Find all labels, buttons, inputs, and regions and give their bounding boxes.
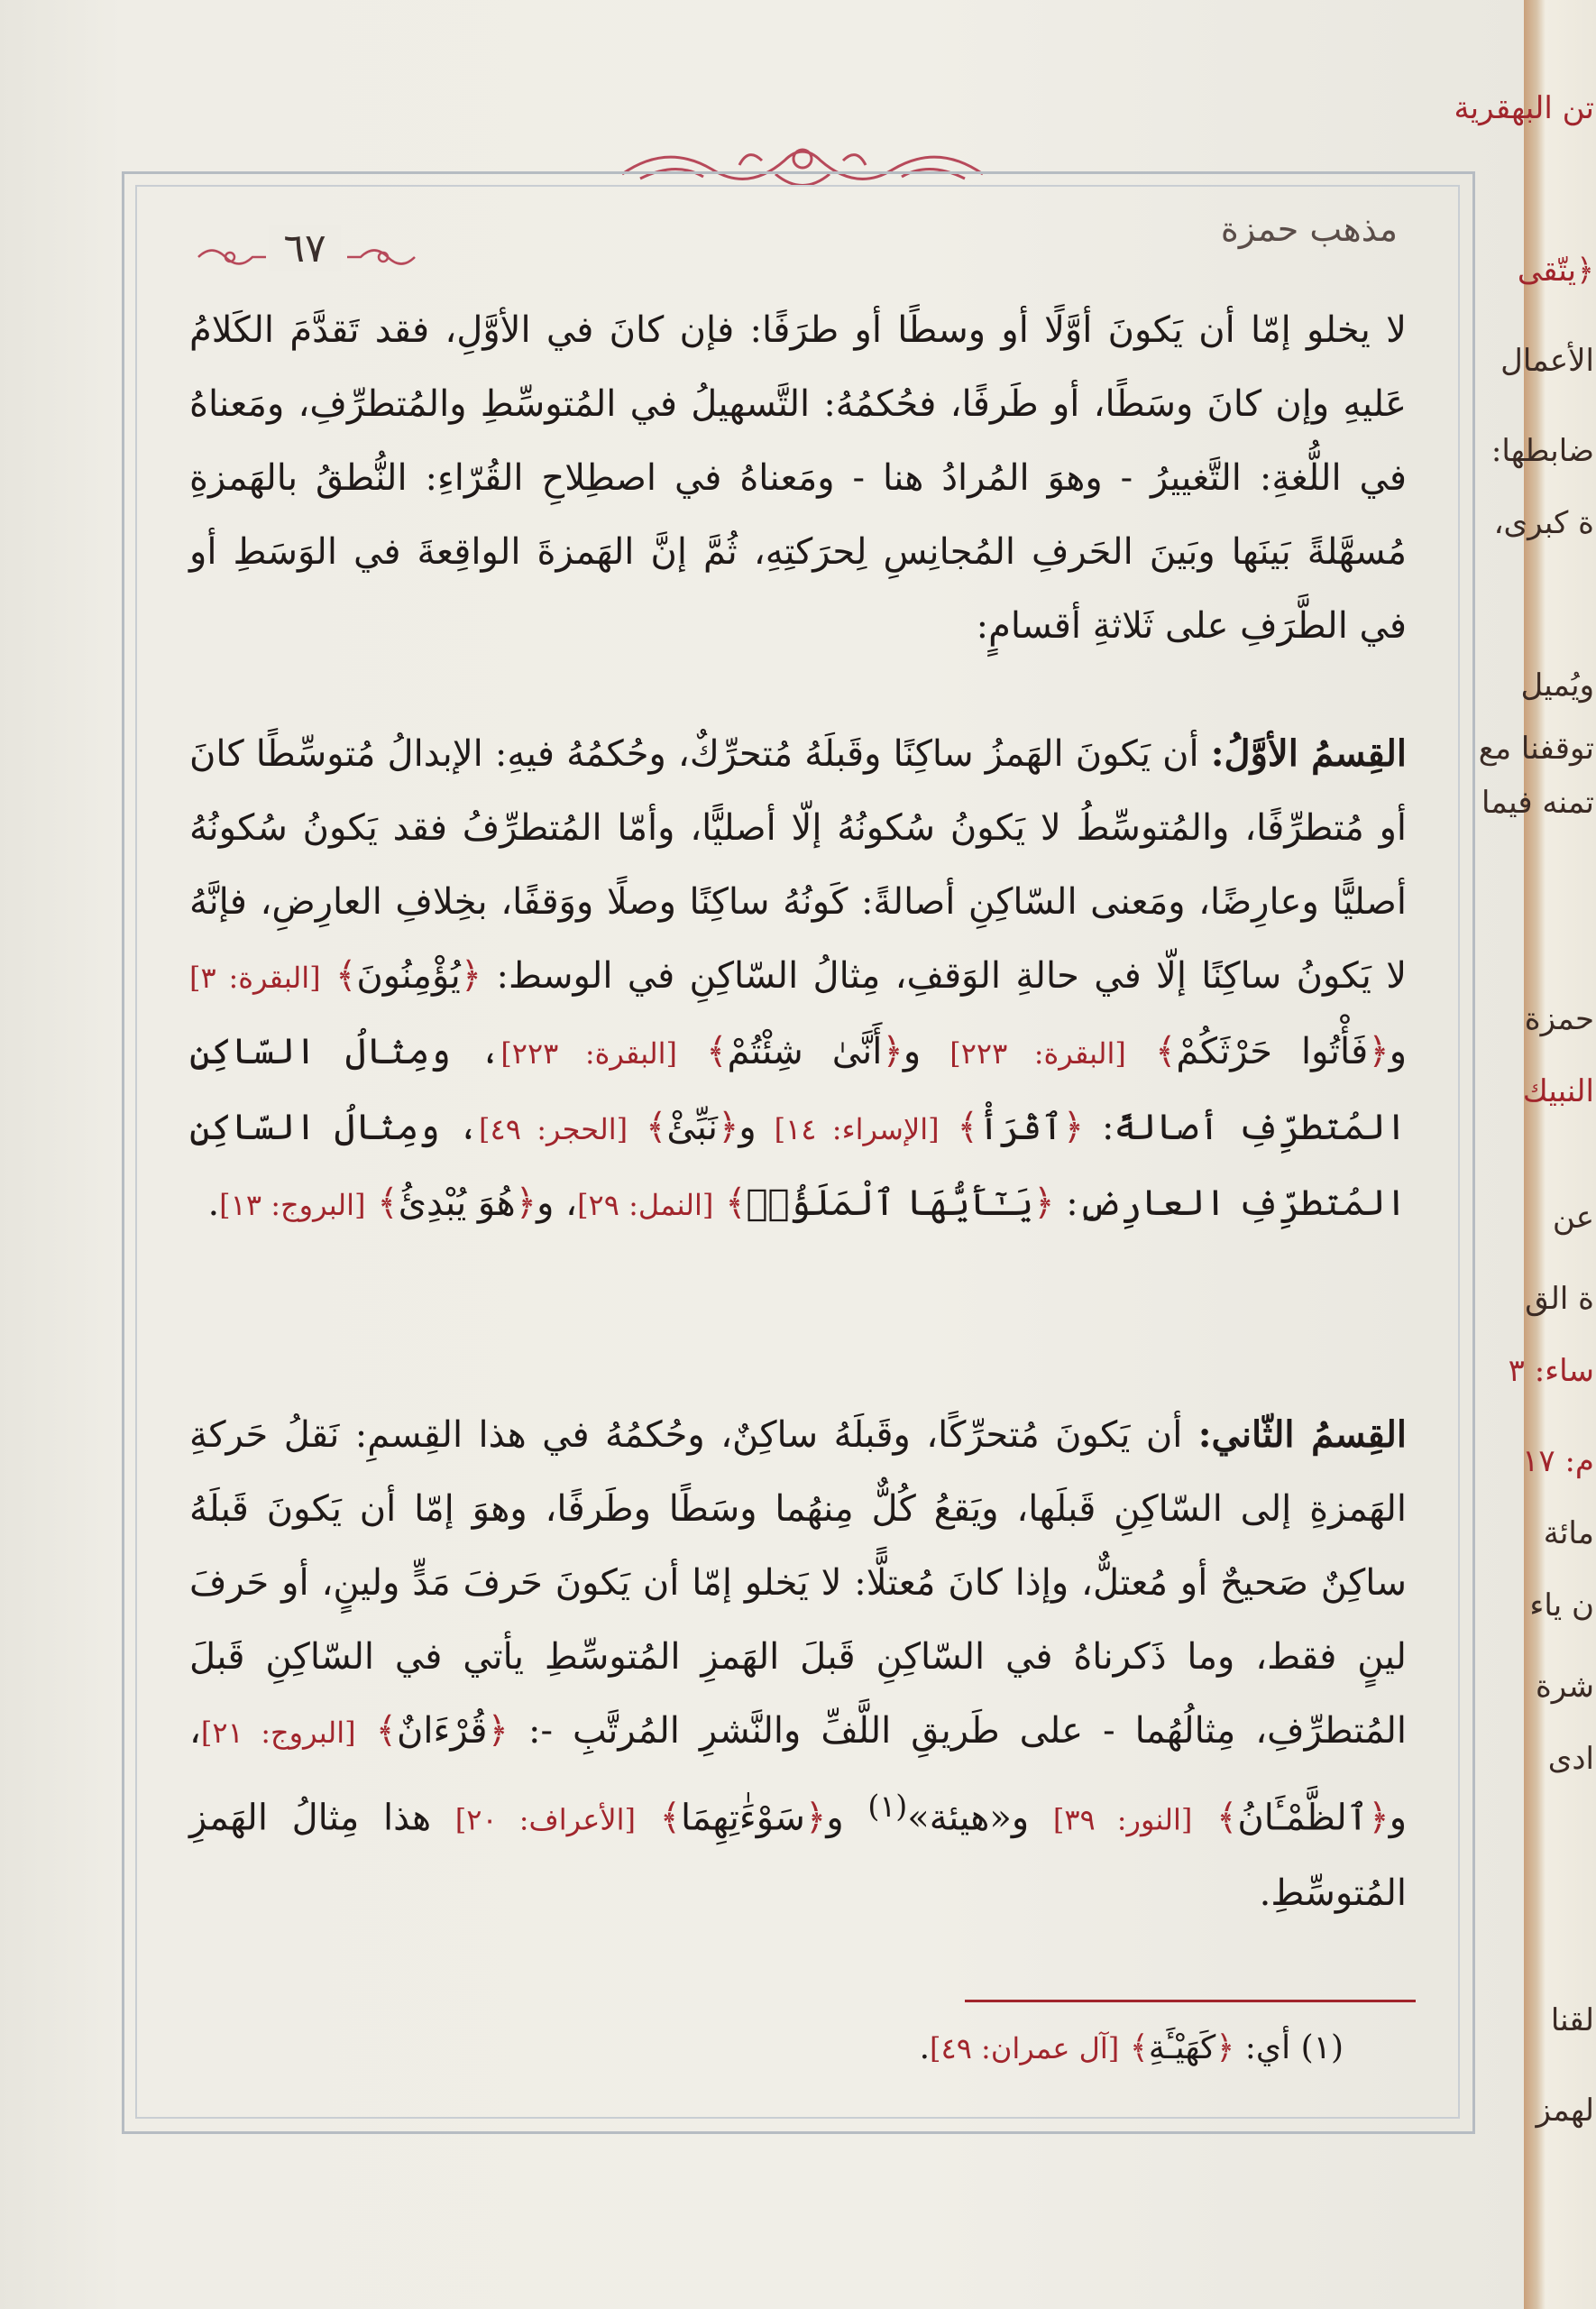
adjacent-fragment: شرة xyxy=(1535,1669,1594,1705)
paragraph-text: هذا مِثالُ الهَمزِ المُتوسِّطِ. xyxy=(189,1797,1407,1915)
paragraph-first-section: القِسمُ الأوَّلُ: أن يَكونَ الهَمزُ ساكِنًا وقَبلَهُ مُتحرِّكٌ، وحُكمُهُ فيهِ: الإبدالُ مُتوسِّطًا كانَ أو مُتطرِّفًا، والمُتوسِّطُ لا يَكونُ سُكونُهُ إلّا أصليًّا، وأمّا المُتطرِّفُ فقد يَكونُ سُكونُهُ أصليًّا وعارِضًا، ومَعنى السّاكِنِ أصالةً: كَونُهُ ساكِنًا وصلًا ووَقفًا، بخِلافِ العارِضِ، فإنَّهُ لا يَكونُ ساكِنًا إلّا في حالةِ الوَقفِ، مِثالُ السّاكِنِ في الوسط: ﴿يُؤْمِنُونَ﴾ [البقرة: ٣] و﴿فَأْتُوا حَرْثَكُمْ﴾ [البقرة: ٢٢٣] و﴿أَنَّىٰ شِئْتُمْ﴾ [البقرة: ٢٢٣]، ومِثالُ السّاكِنِ المُتطرِّفِ أصالةً: ﴿ٱقْرَأْ﴾ [الإسراء: ١٤] و﴿نَبِّئْ﴾ [الحجر: ٤٩]، ومِثالُ السّاكِنِ المُتطرِّفِ العارِضِ: ﴿يَـٰٓأَيُّهَا ٱلْمَلَؤُا۟﴾ [النمل: ٢٩]، و﴿هُوَ يُبْدِئُ﴾ [البروج: ١٣]. xyxy=(189,732,1408,1224)
verse-reference: [البقرة: ٣] xyxy=(189,961,321,995)
paragraph-second-section: القِسمُ الثّاني: أن يَكونَ مُتحرِّكًا، وقَبلَهُ ساكِنٌ، وحُكمُهُ في هذا القِسمِ: نَقلُ حَركةِ الهَمزةِ إلى السّاكِنِ قَبلَها، ويَقعُ كُلٌّ مِنهُما وسَطًا وطَرفًا، وهوَ إمّا أن يَكونَ قَبلَهُ ساكِنٌ صَحيحٌ أو مُعتلٌّ، وإذا كانَ مُعتلًّا: لا يَخلو إمّا أن يَكونَ حَرفَ مَدٍّ ولينٍ، أو حَرفَ لينٍ فقط، وما ذَكرناهُ في السّاكِنِ قَبلَ الهَمزِ المُتوسِّطِ يأتي في السّاكِنِ قَبلَ المُتطرِّفِ، مِثالُهُما - على طَريقِ اللَّفِّ والنَّشرِ المُرتَّبِ -: ﴿قُرْءَانٌ﴾ [البروج: ٢١]، و﴿ٱلظَّمْـَٔانُ﴾ [النور: ٣٩] و«هيئة»$^{(١)}$ و﴿سَوْءَٰتِهِمَا﴾ [الأعراف: ٢٠] هذا مِثالُ الهَمزِ المُتوسِّطِ. xyxy=(189,1413,1408,1915)
paragraph-intro xyxy=(189,293,1407,663)
page-number: ٦٧ xyxy=(269,225,341,271)
adjacent-fragment: ة كبرى، xyxy=(1493,505,1594,541)
adjacent-fragment: لقنا xyxy=(1550,2002,1594,2038)
adjacent-fragment: م: ١٧ xyxy=(1522,1443,1594,1479)
adjacent-fragment: الأعمال xyxy=(1500,343,1594,379)
adjacent-fragment: ة الق xyxy=(1525,1281,1594,1317)
adjacent-fragment: النبيك xyxy=(1522,1073,1594,1109)
adjacent-fragment: عن xyxy=(1552,1200,1594,1236)
adjacent-fragment: ادى xyxy=(1547,1741,1594,1777)
quran-quote: يَـٰٓأَيُّهَا ٱلْمَلَؤُا۟ xyxy=(746,1182,1034,1224)
footnote-divider xyxy=(965,2000,1416,2002)
verse-reference: [البروج: ١٣] xyxy=(219,1188,366,1222)
quran-quote: نَبِّئْ xyxy=(666,1107,718,1148)
adjacent-fragment: تمنه فيما xyxy=(1481,785,1594,821)
verse-reference: [الأعراف: ٢٠] xyxy=(454,1802,636,1837)
verse-reference: [النمل: ٢٩] xyxy=(577,1188,714,1222)
adjacent-fragment: ضابطها: xyxy=(1491,433,1594,469)
quran-quote: سَوْءَٰتِهِمَا xyxy=(681,1797,805,1839)
quran-quote: يُؤْمِنُونَ xyxy=(356,955,461,997)
verse-reference: [النور: ٣٩] xyxy=(1052,1802,1193,1837)
adjacent-fragment: ساء: ٣ xyxy=(1508,1353,1594,1389)
verse-reference: [البقرة: ٢٢٣] xyxy=(500,1036,678,1071)
quran-quote: ٱقْرَأْ xyxy=(977,1107,1063,1148)
paragraph-text: أن يَكونَ الهَمزُ ساكِنًا وقَبلَهُ مُتحرِّكٌ، وحُكمُهُ فيهِ: الإبدالُ مُتوسِّطًا كانَ أو مُتطرِّفًا، والمُتوسِّطُ لا يَكونُ سُكونُهُ إلّا أصليًّا، وأمّا المُتطرِّفُ فقد يَكونُ سُكونُهُ أصليًّا وعارِضًا، ومَعنى السّاكِنِ أصالةً: كَونُهُ ساكِنًا وصلًا ووَقفًا، بخِلافِ العارِضِ، فإنَّهُ لا يَكونُ ساكِنًا إلّا في حالةِ الوَقفِ، مِثالُ السّاكِنِ في الوسط: xyxy=(189,733,1408,997)
running-head: مذهب حمزة xyxy=(1220,209,1398,249)
quran-quote: هُوَ يُبْدِئُ xyxy=(398,1182,516,1224)
adjacent-fragment: حمزة xyxy=(1524,1001,1594,1037)
quran-quote: فَأْتُوا حَرْثَكُمْ xyxy=(1176,1031,1369,1072)
footnote: (١) أي: ﴿كَهَيْـَٔةِ﴾ [آل عمران: ٤٩]. xyxy=(919,2029,1344,2066)
paragraph-text: أن يَكونَ مُتحرِّكًا، وقَبلَهُ ساكِنٌ، وحُكمُهُ في هذا القِسمِ: نَقلُ حَركةِ الهَمزةِ إلى السّاكِنِ قَبلَها، ويَقعُ كُلٌّ مِنهُما وسَطًا وطَرفًا، وهوَ إمّا أن يَكونَ قَبلَهُ ساكِنٌ صَحيحٌ أو مُعتلٌّ، وإذا كانَ مُعتلًّا: لا يَخلو إمّا أن يَكونَ حَرفَ مَدٍّ ولينٍ، أو حَرفَ لينٍ فقط، وما ذَكرناهُ في السّاكِنِ قَبلَ الهَمزِ المُتوسِّطِ يأتي في السّاكِنِ قَبلَ المُتطرِّفِ، مِثالُهُما - على طَريقِ اللَّفِّ والنَّشرِ المُرتَّبِ -: xyxy=(189,1414,1408,1752)
verse-reference: [البروج: ٢١] xyxy=(200,1716,356,1750)
quran-quote: قُرْءَانٌ xyxy=(397,1710,488,1752)
adjacent-page-edge xyxy=(1454,0,1596,2309)
adjacent-fragment: لهمز xyxy=(1536,2093,1594,2129)
adjacent-fragment: ن ياء xyxy=(1529,1587,1594,1624)
footnote-marker[interactable]: (١) xyxy=(867,1789,908,1824)
quran-quote: أَنَّىٰ شِئْتُمْ xyxy=(727,1031,883,1072)
adjacent-fragment: ﴿يتّقى xyxy=(1517,253,1594,289)
footnote-number: (١) xyxy=(1300,2029,1344,2066)
verse-reference: [الإسراء: ١٤] xyxy=(774,1112,940,1146)
paragraph-text: ، ومِثالُ السّاكِنِ المُتطرِّفِ أصالةً: xyxy=(189,1031,1408,1148)
adjacent-fragment: مائة xyxy=(1543,1515,1594,1551)
paragraph-intro-text: لا يخلو إمّا أن يَكونَ أوَّلًا أو وسطًا أو طرَفًا: فإن كانَ في الأوَّلِ، فقد تَقدَّمَ الكَلامُ عَليهِ وإن كانَ وسَطًا، أو طَرفًا، فحُكمُهُ: التَّسهيلُ في المُتوسِّطِ والمُتطرِّفِ، ومَعناهُ في اللُّغةِ: التَّغييرُ - وهوَ المُرادُ هنا - ومَعناهُ في اصطِلاحِ القُرّاءِ: النُّطقُ بالهَمزةِ مُسهَّلةً بَينَها وبَينَ الحَرفِ المُجانِسِ لِحرَكتِهِ، ثُمَّ إنَّ الهَمزةَ الواقِعةَ في الوَسَطِ أو في الطَّرَفِ على ثَلاثةِ أقسامٍ: xyxy=(189,309,1407,647)
verse-reference: [البقرة: ٢٢٣] xyxy=(949,1036,1126,1071)
verse-reference: [آل عمران: ٤٩] xyxy=(930,2031,1120,2065)
verse-reference: [الحجر: ٤٩] xyxy=(479,1112,628,1146)
quran-quote: ٱلظَّمْـَٔانُ xyxy=(1237,1797,1369,1839)
quran-quote: كَهَيْـَٔةِ xyxy=(1148,2029,1216,2066)
adjacent-fragment: ويُميل xyxy=(1520,667,1594,704)
adjacent-fragment: توقفنا مع xyxy=(1478,731,1594,767)
section-heading: القِسمُ الأوَّلُ: xyxy=(1210,732,1408,775)
adjacent-fragment: تن البهقرية xyxy=(1454,90,1594,126)
section-heading: القِسمُ الثّاني: xyxy=(1197,1413,1407,1456)
paragraph-text: ، ومِثالُ السّاكِنِ المُتطرِّفِ العارِضِ: xyxy=(189,1107,1407,1224)
